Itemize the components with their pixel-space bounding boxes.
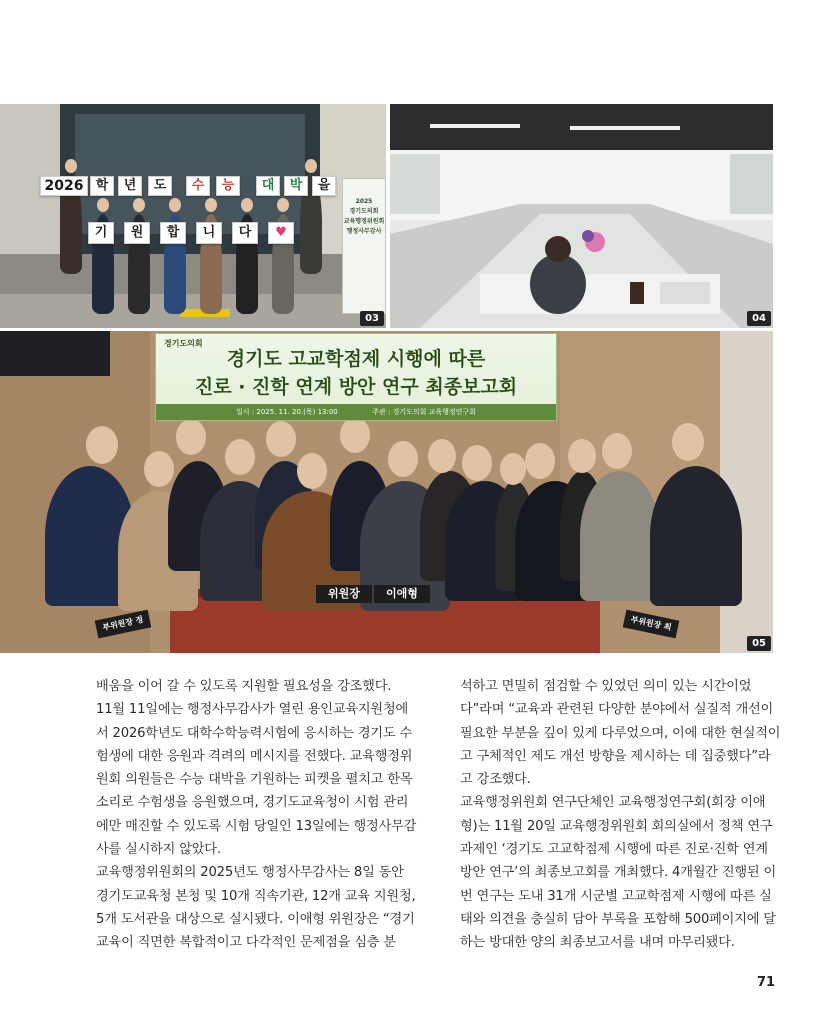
person-head — [86, 426, 118, 464]
text-column-right — [460, 675, 782, 955]
nameplate-left: 부위원장 정 — [95, 610, 152, 639]
picket-card: 기 — [88, 222, 114, 244]
person-head — [277, 198, 289, 212]
picket-card: 대 — [256, 176, 280, 196]
photo-students-cheer — [0, 104, 386, 328]
photo-number-badge: 03 — [360, 311, 384, 326]
banner-date: 일시 : 2025. 11. 20.(목) 13:00 — [236, 408, 338, 416]
person-head — [500, 453, 526, 485]
photo-conference-room — [390, 104, 773, 328]
picket-card: 합 — [160, 222, 186, 244]
picket-card: 도 — [148, 176, 172, 196]
banner-title-line2: 진로 · 진학 연계 방안 연구 최종보고회 — [194, 376, 518, 398]
picket-card: 년 — [118, 176, 142, 196]
person-head — [225, 439, 255, 475]
paragraph: 석하고 면밀히 점검할 수 있었던 의미 있는 시간이었다”라며 “교육과 관련된 다양한 분야에서 실질적 개선이 필요한 부분을 깊이 있게 다루었으며, 이에 대한 현실적이고 구체적인 제도 개선 방향을 제시하는 데 집중했다”라고 강조했다. — [460, 679, 781, 788]
person-head — [305, 159, 317, 173]
standing-banner — [342, 178, 386, 314]
paragraph: 교육행정위원회 연구단체인 교육행정연구회(회장 이애형)는 11월 20일 교육행정위원회 회의실에서 정책 연구 과제인 ‘경기도 고교학점제 시행에 따른 진로·진학 연계 방안 연구’의 최종보고회를 개최했다. 4개월간 진행된 이번 연구는 도내 31개 시군별 고교학점제 시행에 따른 실태와 의견을 충실히 담아 부록을 포함해 500페이지에 달하는 방대한 양의 최종보고서를 내며 마무리됐다. — [460, 795, 776, 951]
person — [650, 466, 742, 606]
photo-03-scene — [0, 104, 386, 328]
picket-card: 2026 — [40, 176, 88, 196]
text-column-left — [96, 675, 418, 955]
person-head — [266, 421, 296, 457]
banner-title-line1: 경기도 고교학점제 시행에 따른 — [226, 348, 486, 370]
photo-number-badge: 04 — [747, 311, 771, 326]
photo-number-badge: 05 — [747, 636, 771, 651]
person-head — [428, 439, 456, 473]
picket-card: 학 — [90, 176, 114, 196]
event-banner — [155, 333, 557, 421]
picket-card: 원 — [124, 222, 150, 244]
person-head — [602, 433, 632, 469]
council-label: 경기도의회 — [164, 339, 203, 348]
person-head — [144, 451, 174, 487]
picket-card: 을 — [312, 176, 336, 196]
banner-footer — [156, 404, 556, 420]
picket-card: 다 — [232, 222, 258, 244]
person-head — [97, 198, 109, 212]
paragraph: 11월 11일에는 행정사무감사가 열린 용인교육지원청에서 2026학년도 대학수학능력시험에 응시하는 경기도 수험생에 대한 응원과 격려의 메시지를 전했다. 교육행정위원회 의원들은 수능 대박을 기원하는 피켓을 펼치고 한목소리로 수험생을 응원했으며, 경기도교육청이 시험 관리에만 매진할 수 있도록 시험 당일인 13일에는 행정사무감사를 실시하지 않았다. — [96, 702, 417, 858]
picket-card: 박 — [284, 176, 308, 196]
nameplate-chair-title: 위원장 — [316, 585, 372, 603]
person-head — [205, 198, 217, 212]
person-head — [388, 441, 418, 477]
paragraph: 교육행정위원회의 2025년도 행정사무감사는 8일 동안 경기도교육청 본청 및 10개 직속기관, 12개 교육 지원청, 5개 도서관을 대상으로 실시됐다. 이애형 위원장은 “경기교육이 직면한 복합적이고 다각적인 문제점을 심층 분 — [96, 865, 416, 951]
picket-card: 니 — [196, 222, 222, 244]
banner-line: 경기도의회 — [349, 208, 379, 215]
person-head — [340, 417, 370, 453]
banner-line: 교육행정위원회 — [343, 218, 385, 225]
picket-card: 능 — [216, 176, 240, 196]
person-head — [169, 198, 181, 212]
person-head — [176, 419, 206, 455]
nameplate-chair-name: 이애형 — [374, 585, 430, 603]
paragraph: 배움을 이어 갈 수 있도록 지원할 필요성을 강조했다. — [96, 679, 392, 694]
person-head — [65, 159, 77, 173]
person-head — [568, 439, 596, 473]
banner-line: 행정사무감사 — [346, 228, 382, 235]
person — [580, 471, 660, 601]
person-head — [462, 445, 492, 481]
picket-card: 수 — [186, 176, 210, 196]
person-head — [672, 423, 704, 461]
person-head — [241, 198, 253, 212]
person-head — [525, 443, 555, 479]
banner-line: 2025 — [355, 198, 373, 205]
nameplate-right: 부위원장 최 — [623, 610, 680, 639]
page-number: 71 — [757, 975, 776, 990]
photo-final-report-meeting — [0, 331, 773, 653]
photo-04-scene — [390, 104, 773, 328]
person-head — [297, 453, 327, 489]
person-head — [133, 198, 145, 212]
banner-host: 주관 : 경기도의회 교육행정연구회 — [372, 408, 476, 416]
heart-icon: ♥ — [268, 222, 294, 244]
